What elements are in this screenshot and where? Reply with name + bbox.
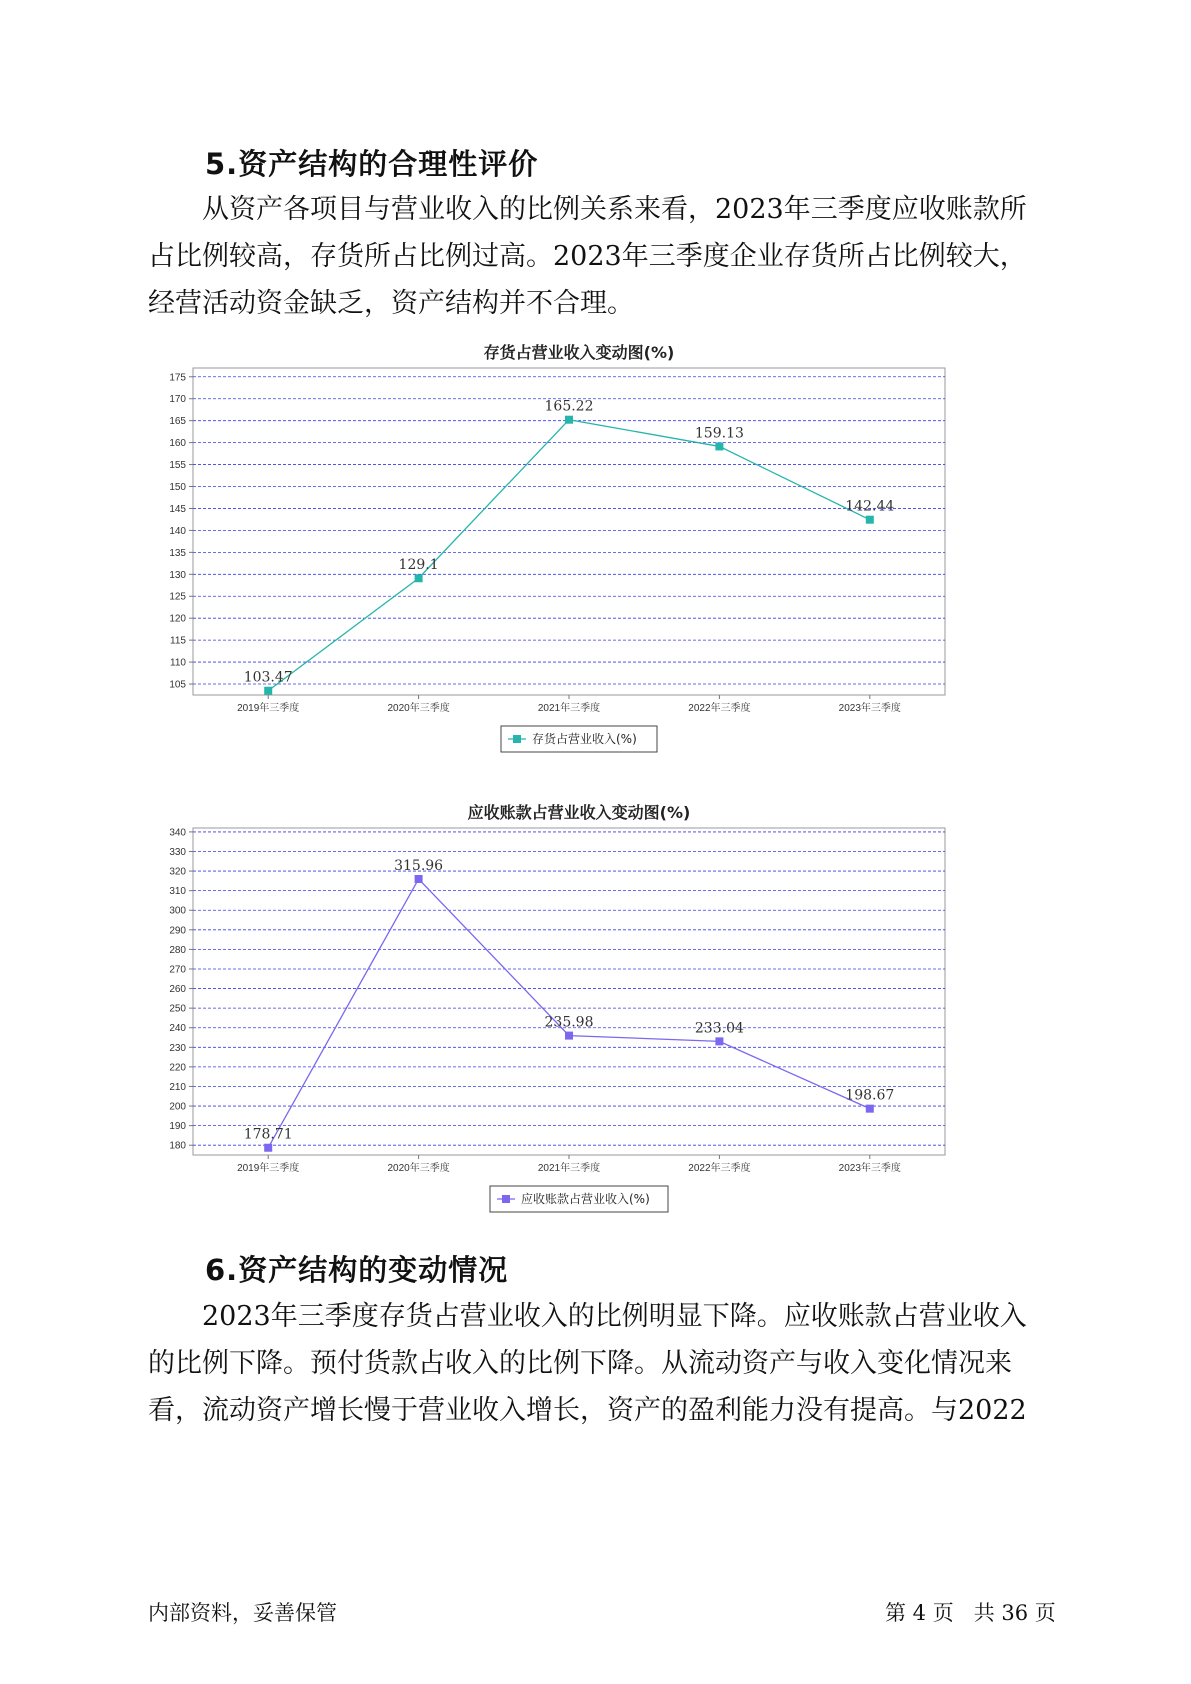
data-point [415,574,423,582]
section5-heading: 5.资产结构的合理性评价 [205,147,539,181]
chart-title: 应收账款占营业收入变动图(%) [467,803,691,822]
legend-label: 应收账款占营业收入(%) [521,1192,650,1206]
footer-page-number: 第 4 页 共 36 页 [885,1601,1056,1625]
data-label: 165.22 [544,398,594,415]
y-tick-label: 200 [169,1101,186,1113]
y-tick-label: 160 [169,438,186,450]
data-point [866,516,874,524]
y-tick-label: 290 [169,925,186,937]
x-tick-label: 2022年三季度 [688,1163,751,1174]
y-tick-label: 125 [169,591,186,603]
data-point [715,442,723,450]
x-tick-label: 2023年三季度 [838,1163,901,1174]
y-tick-label: 115 [170,635,186,647]
y-tick-label: 250 [169,1003,186,1015]
data-label: 159.13 [694,425,744,442]
y-tick-label: 330 [169,846,186,858]
y-tick-label: 220 [169,1062,186,1074]
data-label: 103.47 [243,669,293,686]
data-point [866,1105,874,1113]
x-tick-label: 2021年三季度 [537,1163,601,1174]
data-point [715,1037,723,1045]
data-label: 129.1 [398,557,439,574]
y-tick-label: 180 [169,1140,186,1152]
y-tick-label: 320 [169,866,186,878]
data-point [565,1032,573,1040]
footer-confidential-note: 内部资料，妥善保管 [148,1601,337,1625]
y-tick-label: 170 [169,394,186,406]
data-label: 198.67 [845,1087,895,1104]
data-label: 142.44 [845,498,895,515]
legend-marker [502,1195,510,1203]
data-label: 233.04 [694,1020,744,1037]
y-tick-label: 230 [169,1042,186,1054]
receivables-ratio-chart-svg [148,796,1043,1236]
y-tick-label: 310 [169,886,186,898]
data-point [415,875,423,883]
x-tick-label: 2021年三季度 [537,703,601,714]
data-label: 178.71 [243,1126,293,1143]
paragraph-line: 的比例下降。预付货款占收入的比例下降。从流动资产与收入变化情况来 [148,1348,1012,1379]
x-tick-label: 2022年三季度 [688,703,751,714]
y-tick-label: 110 [170,657,186,669]
y-tick-label: 240 [169,1023,186,1035]
y-tick-label: 135 [169,547,186,559]
y-tick-label: 150 [169,482,186,494]
y-tick-label: 105 [169,679,186,691]
x-tick-label: 2020年三季度 [387,703,450,714]
data-point [264,687,272,695]
paragraph-line: 占比例较高，存货所占比例过高。2023年三季度企业存货所占比例较大， [148,241,1027,272]
paragraph-line: 从资产各项目与营业收入的比例关系来看，2023年三季度应收账款所 [202,194,1027,225]
receivables-ratio-chart [148,796,1043,1236]
section6-paragraph [148,1293,1043,1434]
legend-marker [513,735,521,743]
inventory-ratio-chart [148,336,1043,776]
x-tick-label: 2023年三季度 [838,703,901,714]
y-tick-label: 270 [169,964,186,976]
y-tick-label: 130 [169,569,186,581]
y-tick-label: 120 [169,613,186,625]
y-tick-label: 280 [169,944,186,956]
y-tick-label: 340 [169,827,186,839]
chart-title: 存货占营业收入变动图(%) [483,343,675,362]
paragraph-line: 经营活动资金缺乏，资产结构并不合理。 [148,288,634,319]
data-label: 315.96 [394,857,444,874]
x-tick-label: 2019年三季度 [237,1163,300,1174]
legend-label: 存货占营业收入(%) [532,732,637,746]
section5-paragraph [148,186,1043,327]
y-tick-label: 165 [169,416,186,428]
y-tick-label: 145 [169,503,186,515]
y-tick-label: 210 [169,1081,186,1093]
section6-heading: 6.资产结构的变动情况 [205,1253,509,1287]
data-label: 235.98 [544,1014,594,1031]
paragraph-line: 看，流动资产增长慢于营业收入增长，资产的盈利能力没有提高。与2022 [148,1395,1027,1426]
inventory-ratio-chart-svg [148,336,1043,776]
x-tick-label: 2020年三季度 [387,1163,450,1174]
y-tick-label: 175 [169,372,186,384]
y-tick-label: 190 [169,1121,186,1133]
y-tick-label: 300 [169,905,186,917]
y-tick-label: 140 [169,525,186,537]
data-point [264,1144,272,1152]
y-tick-label: 155 [169,460,186,472]
y-tick-label: 260 [169,984,186,996]
paragraph-line: 2023年三季度存货占营业收入的比例明显下降。应收账款占营业收入 [202,1301,1027,1332]
x-tick-label: 2019年三季度 [237,703,300,714]
data-point [565,416,573,424]
